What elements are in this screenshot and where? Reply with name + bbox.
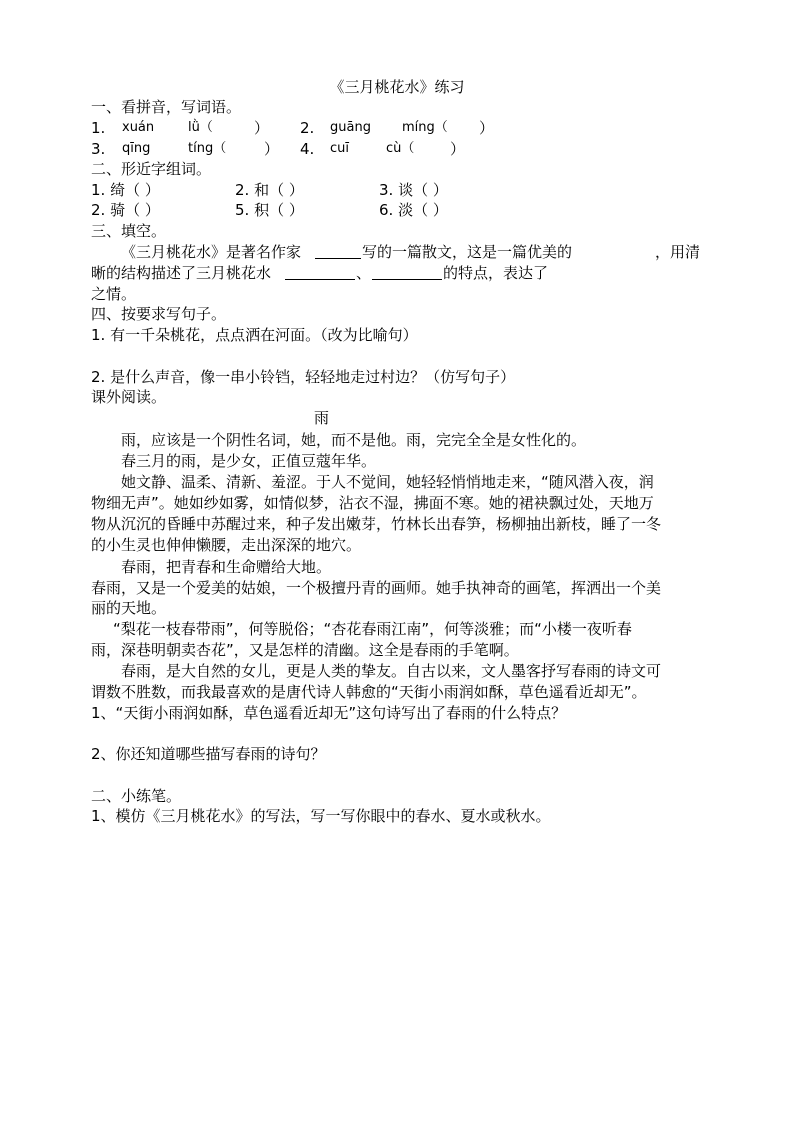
pinyin-text: míng（ xyxy=(402,120,448,135)
word-item: 1. 绮（ ） xyxy=(91,181,160,199)
fill-text: 、 xyxy=(356,264,372,282)
paragraph: 谓数不胜数，而我最喜欢的是唐代诗人韩愈的“天街小雨润如酥，草色遥看近却无”。 xyxy=(91,683,647,701)
paragraph: 的小生灵也伸伸懒腰，走出深深的地穴。 xyxy=(91,536,362,554)
fill-text: 写的一篇散文，这是一篇优美的 xyxy=(362,243,573,261)
pinyin-text: cuī xyxy=(330,141,349,156)
paragraph: 丽的天地。 xyxy=(91,599,167,617)
pinyin-text: cù（ xyxy=(386,141,415,156)
word-item: 2. 和（ ） xyxy=(235,181,304,199)
worksheet-title: 《三月桃花水》练习 xyxy=(329,78,465,96)
item-number: 4. xyxy=(300,140,315,158)
word-item: 6. 淡（ ） xyxy=(379,201,448,219)
item-number: 3. xyxy=(91,140,106,158)
paragraph: 雨，应该是一个阴性名词，她，而不是他。雨，完完全全是女性化的。 xyxy=(121,431,587,449)
paragraph: 春雨，是大自然的女儿，更是人类的挚友。自古以来，文人墨客抒写春雨的诗文可 xyxy=(121,662,662,680)
paragraph: 雨，深巷明朝卖杏花”，又是怎样的清幽。这全是春雨的手笔啊。 xyxy=(91,641,519,659)
paragraph: 物细无声”。她如纱如雾，如情似梦，沾衣不湿，拂面不寒。她的裙袂飘过处，天地万 xyxy=(91,494,654,512)
reading-question-2: 2、你还知道哪些描写春雨的诗句？ xyxy=(91,745,326,763)
fill-text: 的特点，表达了 xyxy=(443,264,549,282)
fill-text: 《三月桃花水》是著名作家 xyxy=(121,243,302,261)
writing-prompt: 1、模仿《三月桃花水》的写法，写一写你眼中的春水、夏水或秋水。 xyxy=(91,807,551,825)
section-heading-similar-chars: 二、形近字组词。 xyxy=(91,160,212,178)
fill-text: 之情。 xyxy=(91,285,137,303)
word-item: 5. 积（ ） xyxy=(235,201,304,219)
blank-line-feature xyxy=(372,265,442,280)
word-item: 2. 骑（ ） xyxy=(91,201,160,219)
question-2: 2. 是什么声音，像一串小铃铛，轻轻地走过村边？（仿写句子） xyxy=(91,368,516,386)
question-1: 1. 有一千朵桃花，点点洒在河面。（改为比喻句） xyxy=(91,326,418,344)
paren-close: ） xyxy=(479,119,495,137)
paragraph: 物从沉沉的昏睡中苏醒过来，种子发出嫩芽，竹林长出春笋，杨柳抽出新枝，睡了一冬 xyxy=(91,515,662,533)
section-heading-sentences: 四、按要求写句子。 xyxy=(91,305,227,323)
blank-line-feature xyxy=(285,265,355,280)
paragraph: “梨花一枝春带雨”，何等脱俗；“杏花春雨江南”，何等淡雅；而“小楼一夜听春 xyxy=(113,620,632,638)
paragraph: 春雨，把青春和生命赠给大地。 xyxy=(121,558,332,576)
section-heading-writing: 二、小练笔。 xyxy=(91,787,182,805)
section-heading-fill-blank: 三、填空。 xyxy=(91,222,167,240)
item-number: 1. xyxy=(91,119,106,137)
fill-text: ，用清 xyxy=(655,243,701,261)
paren-close: ） xyxy=(264,140,280,158)
pinyin-text: qīng xyxy=(122,141,151,156)
blank-line-author xyxy=(315,244,361,259)
paragraph: 春雨，又是一个爱美的姑娘，一个极擅丹青的画师。她手执神奇的画笔，挥洒出一个美 xyxy=(91,579,662,597)
pinyin-text: guāng xyxy=(330,120,371,135)
reading-question-1: 1、“天街小雨润如酥，草色遥看近却无”这句诗写出了春雨的什么特点？ xyxy=(91,704,567,722)
paren-close: ） xyxy=(450,140,466,158)
paragraph: 春三月的雨，是少女，正值豆蔻年华。 xyxy=(121,452,377,470)
section-heading-reading: 课外阅读。 xyxy=(91,388,167,406)
section-heading-pinyin: 一、看拼音，写词语。 xyxy=(91,98,242,116)
pinyin-text: xuán xyxy=(122,120,155,135)
reading-title: 雨 xyxy=(314,409,330,427)
item-number: 2. xyxy=(300,119,315,137)
paragraph: 她文静、温柔、清新、羞涩。于人不觉间，她轻轻悄悄地走来，“随风潜入夜，润 xyxy=(121,473,654,491)
paren-close: ） xyxy=(254,119,270,137)
fill-text: 晰的结构描述了三月桃花水 xyxy=(91,264,272,282)
pinyin-text: lǜ（ xyxy=(188,120,213,135)
word-item: 3. 谈（ ） xyxy=(379,181,448,199)
pinyin-text: tíng（ xyxy=(188,141,227,156)
